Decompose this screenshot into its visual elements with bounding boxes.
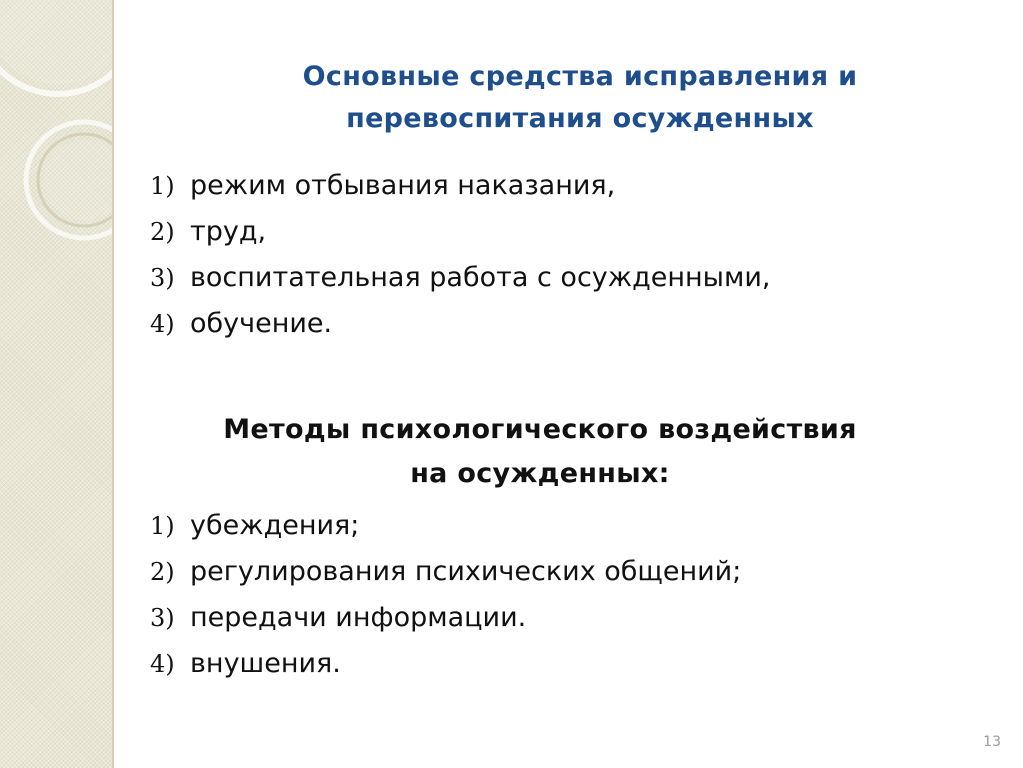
list-item [150, 255, 771, 301]
list-item [150, 503, 741, 549]
list-item-text: режим отбывания наказания, [190, 170, 616, 201]
list-item-number: 2) [150, 558, 175, 586]
methods-heading-line2: на осужденных: [410, 458, 670, 489]
methods-heading-line1: Методы психологического воздействия [223, 414, 857, 445]
slide-title-line1: Основные средства исправления и [302, 61, 858, 92]
slide-title-line2: перевоспитания осужденных [346, 103, 814, 134]
list-item [150, 595, 741, 641]
list-item-text: передачи информации. [190, 602, 527, 633]
list-item-number: 4) [150, 650, 175, 678]
decorative-circles-icon [0, 0, 112, 768]
methods-heading [120, 408, 960, 496]
list-item-number: 2) [150, 218, 175, 246]
list-item [150, 641, 741, 687]
list-item [150, 549, 741, 595]
methods-list [150, 503, 741, 687]
list-item-text: воспитательная работа с осужденными, [190, 262, 771, 293]
list-item-number: 3) [150, 264, 175, 292]
list-item-text: обучение. [190, 308, 333, 339]
list-item-text: убеждения; [190, 510, 360, 541]
page-number: 13 [983, 734, 1001, 750]
list-item-number: 1) [150, 512, 175, 540]
list-item-number: 3) [150, 604, 175, 632]
list-item-number: 4) [150, 310, 175, 338]
list-item [150, 209, 771, 255]
slide-title [200, 56, 960, 140]
means-list [150, 163, 771, 347]
list-item-number: 1) [150, 172, 175, 200]
list-item-text: труд, [190, 216, 267, 247]
list-item-text: внушения. [190, 648, 341, 679]
decorative-side-panel [0, 0, 114, 768]
list-item [150, 301, 771, 347]
list-item-text: регулирования психических общений; [190, 556, 742, 587]
list-item [150, 163, 771, 209]
